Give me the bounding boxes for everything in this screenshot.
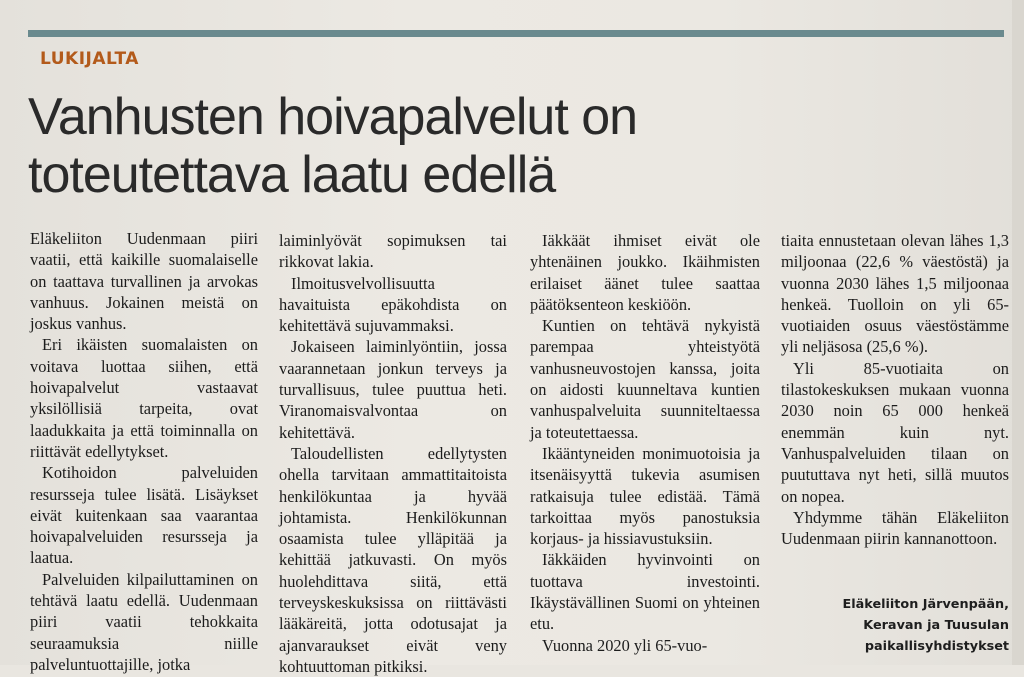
paragraph: Palveluiden kilpailuttaminen on tehtävä laatu edellä. Uudenmaan piiri vaatii tehokkaita seuraamuksia niille palveluntuottajille, jotka (30, 569, 258, 674)
paragraph: Yli 85-vuotiaita on tilastokeskuksen mukaan vuonna 2030 noin 65 000 henkeä enemmän kuin nyt. Vanhuspalveluiden tilaan on puututtava nyt heti, sillä muutos on nopea. (781, 358, 1009, 506)
headline (28, 88, 728, 204)
article-column-4 (781, 230, 1009, 549)
signature-line-3: paikallisyhdistykset (864, 639, 1009, 654)
signature-line-1: Eläkeliiton Järvenpään, (842, 597, 1009, 612)
paragraph: Jokaiseen laiminlyöntiin, jossa vaarannetaan jonkun terveys ja turvallisuus, tulee puuttua heti. Viranomaisvalvontaa on kehitettävä. (279, 337, 507, 442)
headline-line-1: Vanhusten hoivapalvelut on (28, 88, 638, 146)
page-edge (1012, 0, 1024, 665)
paragraph: Ikääntyneiden monimuotoisia ja itsenäisyyttä tukevia asumisen ratkaisuja tulee edistää. Tämä tarkoittaa myös panostuksia korjaus- ja hissiavustuksiin. (530, 443, 760, 549)
signature-line-2: Keravan ja Tuusulan (863, 618, 1009, 633)
headline-line-2: toteutettava laatu edellä (28, 146, 556, 204)
paragraph: laiminlyövät sopimuksen tai rikkovat lakia. (279, 231, 507, 272)
paragraph: Kotihoidon palveluiden resursseja tulee lisätä. Lisäykset eivät kuitenkaan saa vaarantaa hoivapalveluiden resursseja ja laatua. (30, 463, 258, 568)
paragraph: Iäkkäiden hyvinvointi on tuottava investointi. Ikäystävällinen Suomi on yhteinen etu. (530, 550, 760, 634)
author-signature (781, 594, 1009, 657)
paragraph: Kuntien on tehtävä nykyistä parempaa yhteistyötä vanhusneuvostojen kanssa, joita on aidosti kuunneltava kuntien vanhuspalveluita suunniteltaessa ja toteutettaessa. (530, 316, 760, 442)
paragraph: tiaita ennustetaan olevan lähes 1,3 miljoonaa (22,6 % väestöstä) ja vuonna 2030 lähes 1,5 miljoonaa henkeä. Tuolloin on yli 65-vuotiaiden osuus väestöstämme yli neljäsosa (25,6 %). (781, 231, 1009, 357)
paragraph: Taloudellisten edellytysten ohella tarvitaan ammattitaitoista henkilökuntaa ja hyvää johtamista. Henkilökunnan osaamista tulee ylläpitää ja kehittää jatkuvasti. On myös huolehdittava siitä, että terveyskeskuksissa on riittävästi lääkäreitä, jotta odotusajat ja ajanvaraukset eivät veny kohtuuttoman pitkiksi. (279, 443, 507, 676)
article-column-1 (30, 228, 258, 675)
paragraph: Iäkkäät ihmiset eivät ole yhtenäinen joukko. Ikäihmisten erilaiset äänet tulee saattaa päätöksenteon keskiöön. (530, 231, 760, 314)
paragraph: Yhdymme tähän Eläkeliiton Uudenmaan piirin kannanottoon. (781, 507, 1009, 549)
paragraph: Eri ikäisten suomalaisten on voitava luottaa siihen, että hoivapalvelut vastaavat yksilöllisiä tarpeita, ovat laadukkaita ja että toiminnalla on riittävät edellytykset. (30, 335, 258, 461)
paragraph: Vuonna 2020 yli 65-vuo- (542, 635, 708, 655)
paragraph: Eläkeliiton Uudenmaan piiri vaatii, että kaikille suomalaiselle on taattava turvallinen ja arvokas vanhuus. Jokainen meistä on joskus vanhus. (30, 229, 258, 334)
paragraph: Ilmoitusvelvollisuutta havaituista epäkohdista on kehitettävä sujuvammaksi. (279, 273, 507, 336)
section-rule (28, 30, 1004, 37)
section-label: LUKIJALTA (40, 49, 139, 69)
article-column-3 (530, 230, 760, 656)
article-column-2 (279, 230, 507, 677)
